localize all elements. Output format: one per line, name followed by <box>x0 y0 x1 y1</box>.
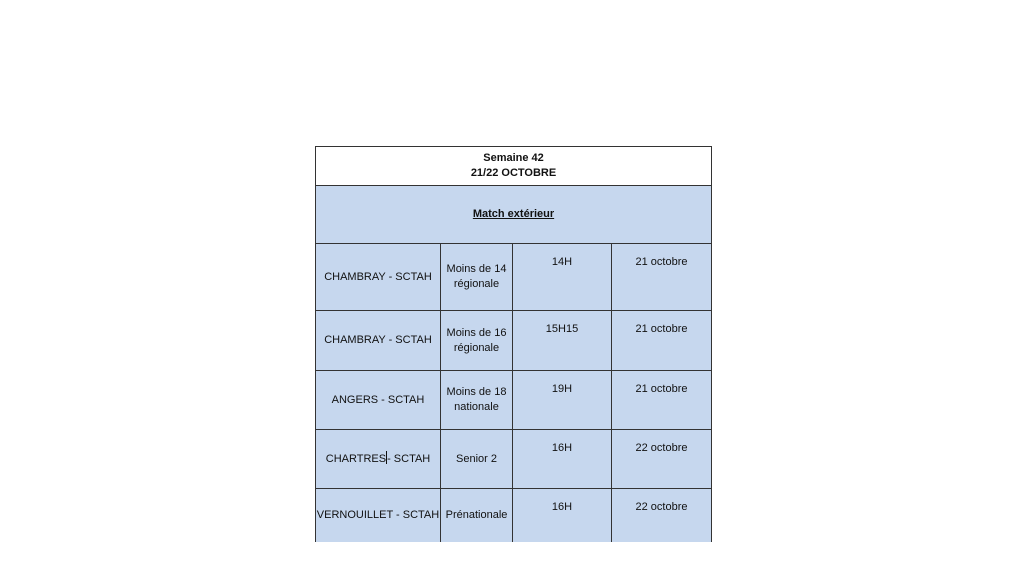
section-header <box>316 186 712 244</box>
date-cell: 21 octobre <box>612 371 712 430</box>
match-opponent: - SCTAH <box>387 453 431 465</box>
section-row <box>316 186 712 244</box>
time-cell: 15H15 <box>513 311 612 371</box>
time-cell: 14H <box>513 244 612 311</box>
table-row <box>316 371 712 430</box>
match-team: CHARTRES <box>325 453 387 465</box>
time-cell: 16H <box>513 430 612 489</box>
match-cell: VERNOUILLET - SCTAH <box>316 489 441 543</box>
category-cell <box>441 244 513 311</box>
time-cell: 19H <box>513 371 612 430</box>
match-cell: CHAMBRAY - SCTAH <box>316 244 441 311</box>
category-line: régionale <box>453 341 500 354</box>
category-line: nationale <box>454 401 499 413</box>
date-cell: 21 octobre <box>612 244 712 311</box>
category-cell <box>441 371 513 430</box>
time-cell: 16H <box>513 489 612 543</box>
table-row <box>316 311 712 371</box>
category-cell: Senior 2 <box>441 430 513 489</box>
title-row <box>316 147 712 186</box>
category-line: Moins de 16 <box>446 326 507 339</box>
category-cell <box>441 311 513 371</box>
category-line: Moins de 14 <box>446 263 507 275</box>
week-title <box>316 147 712 186</box>
schedule-table <box>315 146 712 542</box>
section-title: Match extérieur <box>472 208 555 220</box>
category-line: régionale <box>453 278 500 290</box>
match-cell[interactable] <box>316 430 441 489</box>
match-cell: CHAMBRAY - SCTAH <box>316 311 441 371</box>
week-dates: 21/22 OCTOBRE <box>470 167 557 179</box>
table-row <box>316 430 712 489</box>
week-number: Semaine 42 <box>483 152 544 164</box>
date-cell: 22 octobre <box>612 489 712 543</box>
category-line: Moins de 18 <box>446 386 507 398</box>
date-cell: 22 octobre <box>612 430 712 489</box>
category-cell: Prénationale <box>441 489 513 543</box>
match-cell: ANGERS - SCTAH <box>316 371 441 430</box>
date-cell: 21 octobre <box>612 311 712 371</box>
table-row <box>316 244 712 311</box>
table-row <box>316 489 712 543</box>
